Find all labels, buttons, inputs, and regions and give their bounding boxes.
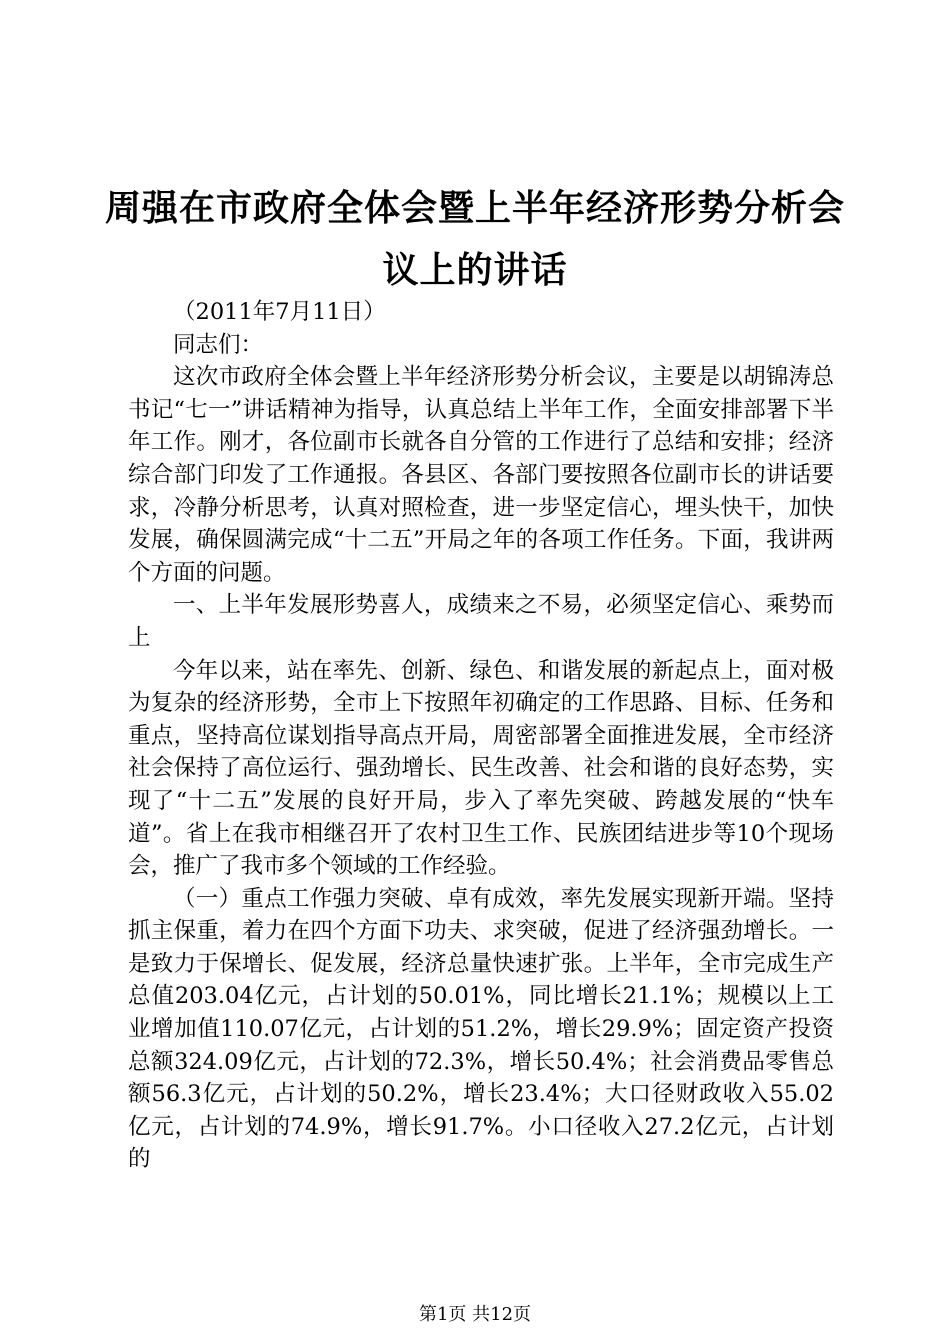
paragraph-overview: 今年以来，站在率先、创新、绿色、和谐发展的新起点上，面对极为复杂的经济形势，全市上下按照年初确定的工作思路、目标、任务和重点，坚持高位谋划指导高点开局，周密部署全面推进发展，全市经济社会保持了高位运行、强劲增长、民生改善、社会和谐的良好态势，实现了“十二五”发展的良好开局，步入了率先突破、跨越发展的“快车道”。省上在我市相继召开了农村卫生工作、民族团结进步等10个现场会，推广了我市多个领域的工作经验。 [128, 657, 834, 880]
speech-date: （2011年7月11日） [173, 299, 386, 325]
page-number-footer: 第1页 共12页 [418, 1304, 532, 1325]
document-title-line1: 周强在市政府全体会暨上半年经济形势分析会 [104, 187, 845, 229]
greeting: 同志们： [173, 331, 264, 358]
paragraph-intro: 这次市政府全体会暨上半年经济形势分析会议，主要是以胡锦涛总书记“七一”讲话精神为指导，认真总结上半年工作，全面安排部署下半年工作。刚才，各位副市长就各自分管的工作进行了总结和安排；经济综合部门印发了工作通报。各县区、各部门要按照各位副市长的讲话要求，冷静分析思考，认真对照检查，进一步坚定信心，埋头快干，加快发展，确保圆满完成“十二五”开局之年的各项工作任务。下面，我讲两个方面的问题。 [128, 364, 834, 586]
document-title-line2: 议上的讲话 [382, 249, 568, 291]
document-body [128, 296, 834, 1176]
paragraph-subsection-1: （一）重点工作强力突破、卓有成效，率先发展实现新开端。坚持抓主保重，着力在四个方面下功夫、求突破，促进了经济强劲增长。一是致力于保增长、促发展，经济总量快速扩张。上半年，全市完成生产总值203.04亿元，占计划的50.01%，同比增长21.1%；规模以上工业增加值110.07亿元，占计划的51.2%，增长29.9%；固定资产投资总额324.09亿元，占计划的72.3%，增长50.4%；社会消费品零售总额56.3亿元，占计划的50.2%，增长23.4%；大口径财政收入55.02亿元，占计划的74.9%，增长91.7%。小口径收入27.2亿元，占计划的 [128, 885, 834, 1173]
section-heading-1: 一、上半年发展形势喜人，成绩来之不易，必须坚定信心、乘势而上 [128, 592, 834, 651]
